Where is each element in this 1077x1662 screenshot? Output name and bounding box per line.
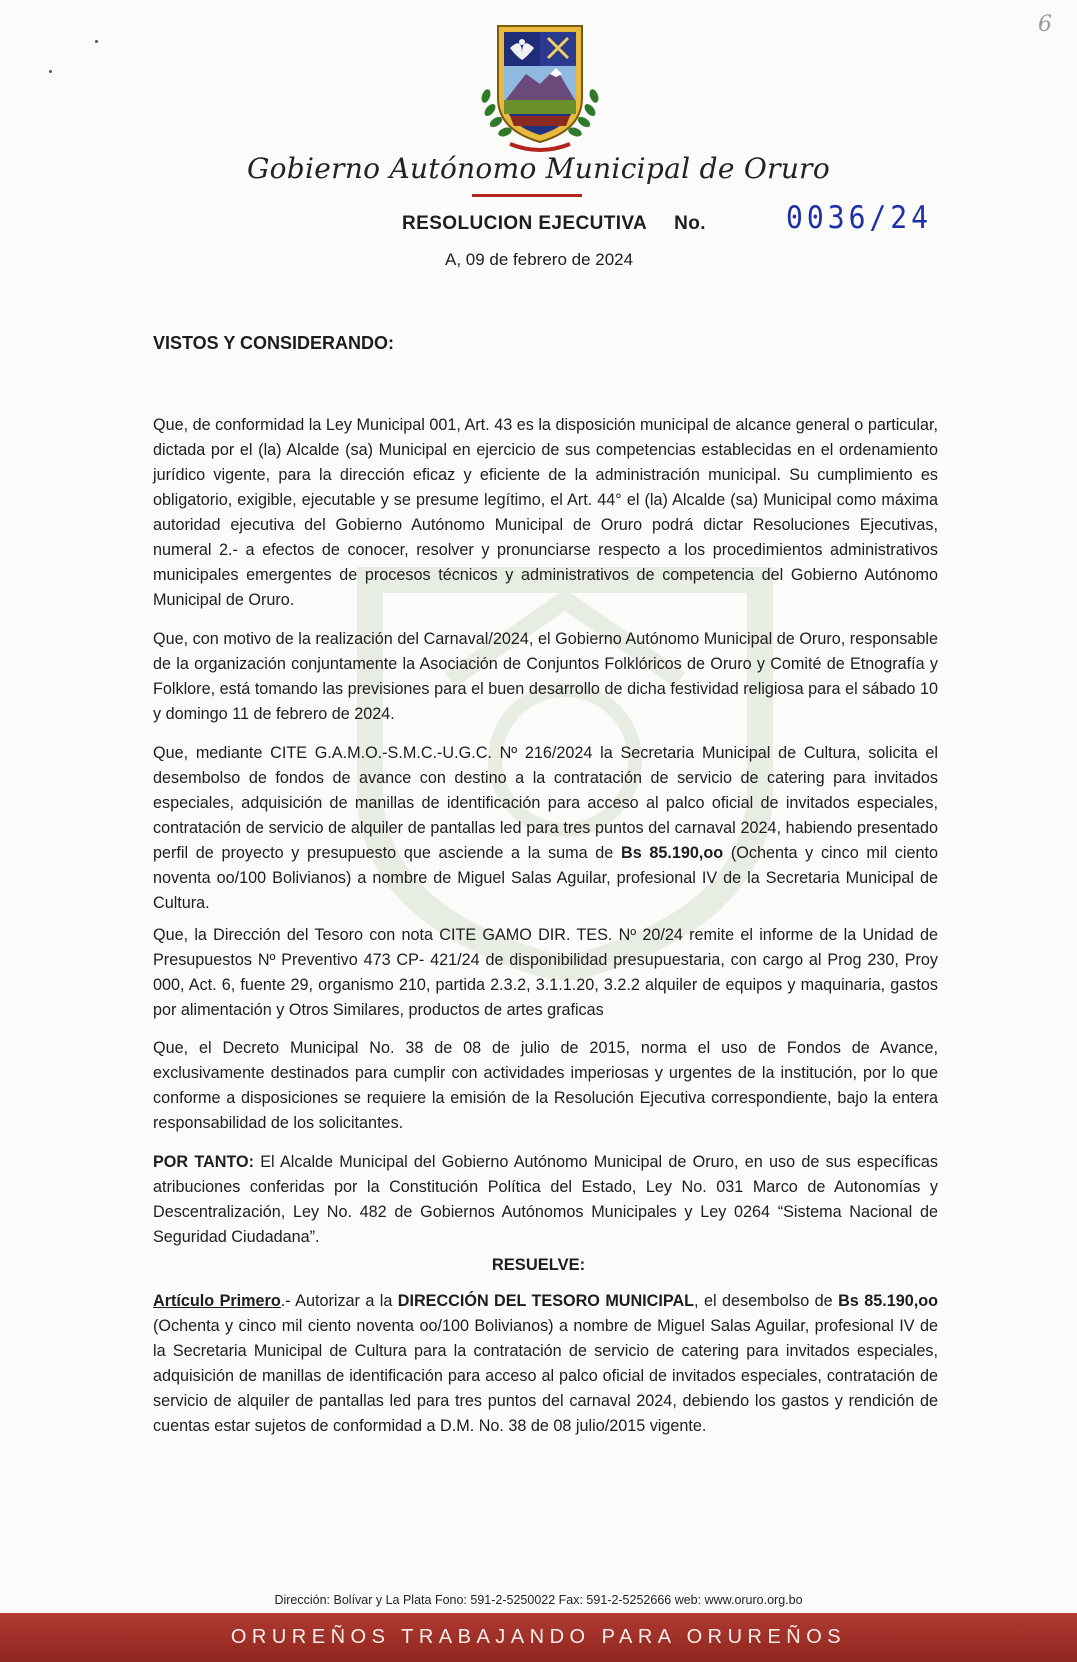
articulo-primero-lead: Artículo Primero: [153, 1292, 281, 1310]
footer-slogan: ORUREÑOS TRABAJANDO PARA ORUREÑOS: [230, 1626, 847, 1648]
articulo-primero-amount: Bs 85.190,oo: [838, 1292, 939, 1310]
por-tanto-text: El Alcalde Municipal del Gobierno Autónomo Municipal de Oruro, en uso de sus específicas atribuciones conferidas por la Constitución Política del Estado, Ley No. 031 Marco de Autonomías y Descentralización, Ley No. 482 de Gobiernos Autónomos Municipales y Ley 0264 “Sistema Nacional de Seguridad Ciudadana”.: [153, 1153, 938, 1246]
mountain-icon: [504, 66, 576, 114]
paragraph-considerando-3: [153, 741, 938, 916]
articulo-primero-entity: DIRECCIÓN DEL TESORO MUNICIPAL: [397, 1292, 695, 1310]
footer-address: Dirección: Bolívar y La Plata Fono: 591-2-5250022 Fax: 591-2-5252666 web: www.oruro.org.bo: [274, 1593, 803, 1607]
paragraph-considerando-2: Que, con motivo de la realización del Carnaval/2024, el Gobierno Autónomo Municipal de Oruro, responsable de la organización conjuntamente la Asociación de Conjuntos Folklóricos de Oruro y Comité de Etnografía y Folklore, está tomando las previsiones para el buen desarrollo de dicha festividad religiosa para el sábado 10 y domingo 11 de febrero de 2024.: [153, 630, 938, 723]
paragraph-considerando-4: Que, la Dirección del Tesoro con nota CITE GAMO DIR. TES. Nº 20/24 remite el informe de la Unidad de Presupuestos Nº Preventivo 473 CP- 421/24 de disponibilidad presupuestaria, con cargo al Prog 230, Proy 000, Act. 6, fuente 29, organismo 210, partida 2.3.2, 3.1.1.20, 3.2.2 alquiler de equipos y maquinaria, gastos por alimentación y Otros Similares, productos de artes graficas: [153, 926, 938, 1019]
resolution-date: A, 09 de febrero de 2024: [445, 250, 634, 269]
por-tanto-lead: POR TANTO:: [153, 1153, 254, 1171]
municipal-crest-icon: [470, 20, 610, 158]
resolution-number-stamp: 0036/24: [786, 199, 933, 236]
paragraph-considerando-1: Que, de conformidad la Ley Municipal 001, Art. 43 es la disposición municipal de alcance general o particular, dictada por el (la) Alcalde (sa) Municipal en ejercicio de sus competencias establecidas en el ordenamiento jurídico vigente, para la dirección eficaz y eficiente de la administración municipal. Su cumplimiento es obligatorio, exigible, ejecutable y se presume legítimo, el Art. 44° el (la) Alcalde (sa) Municipal como máxima autoridad ejecutiva del Gobierno Autónomo Municipal de Oruro podrá dictar Resoluciones Ejecutivas, numeral 2.- a efectos de conocer, resolver y pronunciarse respecto a los procedimientos administrativos municipales emergentes de procesos técnicos y administrativos de competencia del Gobierno Autónomo Municipal de Oruro.: [153, 416, 938, 609]
paragraph-3-amount: Bs 85.190,oo: [621, 844, 724, 862]
scan-speck: [49, 70, 52, 73]
articulo-primero-sep: .- Autorizar a la: [280, 1292, 398, 1310]
organization-name: Gobierno Autónomo Municipal de Oruro: [246, 152, 831, 185]
resolution-title: [402, 213, 706, 235]
paragraph-considerando-5: Que, el Decreto Municipal No. 38 de 08 de julio de 2015, norma el uso de Fondos de Avance, exclusivamente destinados para cumplir con actividades imperiosas y urgentes de la institución, por lo que conforme a disposiciones se requiere la emisión de la Resolución Ejecutiva correspondiente, bajo la entera responsabilidad de los solicitantes.: [153, 1039, 938, 1132]
corner-page-mark: 6: [1038, 12, 1052, 37]
resolution-title-text: RESOLUCION EJECUTIVA: [402, 213, 647, 234]
resuelve-heading: RESUELVE:: [491, 1256, 586, 1274]
section-heading-vistos: VISTOS Y CONSIDERANDO:: [153, 333, 395, 353]
paragraph-por-tanto: [153, 1150, 938, 1250]
paragraph-articulo-primero: [153, 1289, 938, 1439]
paragraph-3-text-a: Que, mediante CITE G.A.M.O.-S.M.C.-U.G.C. Nº 216/2024 la Secretaria Municipal de Cultura, solicita el desembolso de fondos de avance con destino a la contratación de servicio de catering para invitados especiales, adquisición de manillas de identificación para acceso al palco oficial de invitados especiales, contratación de servicio de alquiler de pantallas led para tres puntos del carnaval 2024, habiendo presentado perfil de proyecto y presupuesto que asciende a la suma de: [153, 744, 938, 862]
resolution-number-prefix: No.: [674, 213, 706, 234]
paragraph-3-text-b: (Ochenta y cinco mil ciento noventa oo/100 Bolivianos) a nombre de Miguel Salas Aguilar, profesional IV de la Secretaria Municipal de Cultura.: [153, 844, 938, 912]
organization-underline: [472, 194, 582, 197]
articulo-primero-text-b: (Ochenta y cinco mil ciento noventa oo/100 Bolivianos) a nombre de Miguel Salas Aguilar, profesional IV de la Secretaria Municipal de Cultura para la contratación de servicio de catering para invitados especiales, adquisición de manillas de identificación para acceso al palco oficial de invitados especiales, contratación de servicio de alquiler de pantallas led para tres puntos del carnaval 2024, debiendo los gastos y rendición de cuentas estar sujetos de conformidad a D.M. No. 38 de 08 julio/2015 vigente.: [153, 1317, 938, 1435]
articulo-primero-text-a: , el desembolso de: [694, 1292, 839, 1310]
scan-speck: [95, 40, 98, 43]
